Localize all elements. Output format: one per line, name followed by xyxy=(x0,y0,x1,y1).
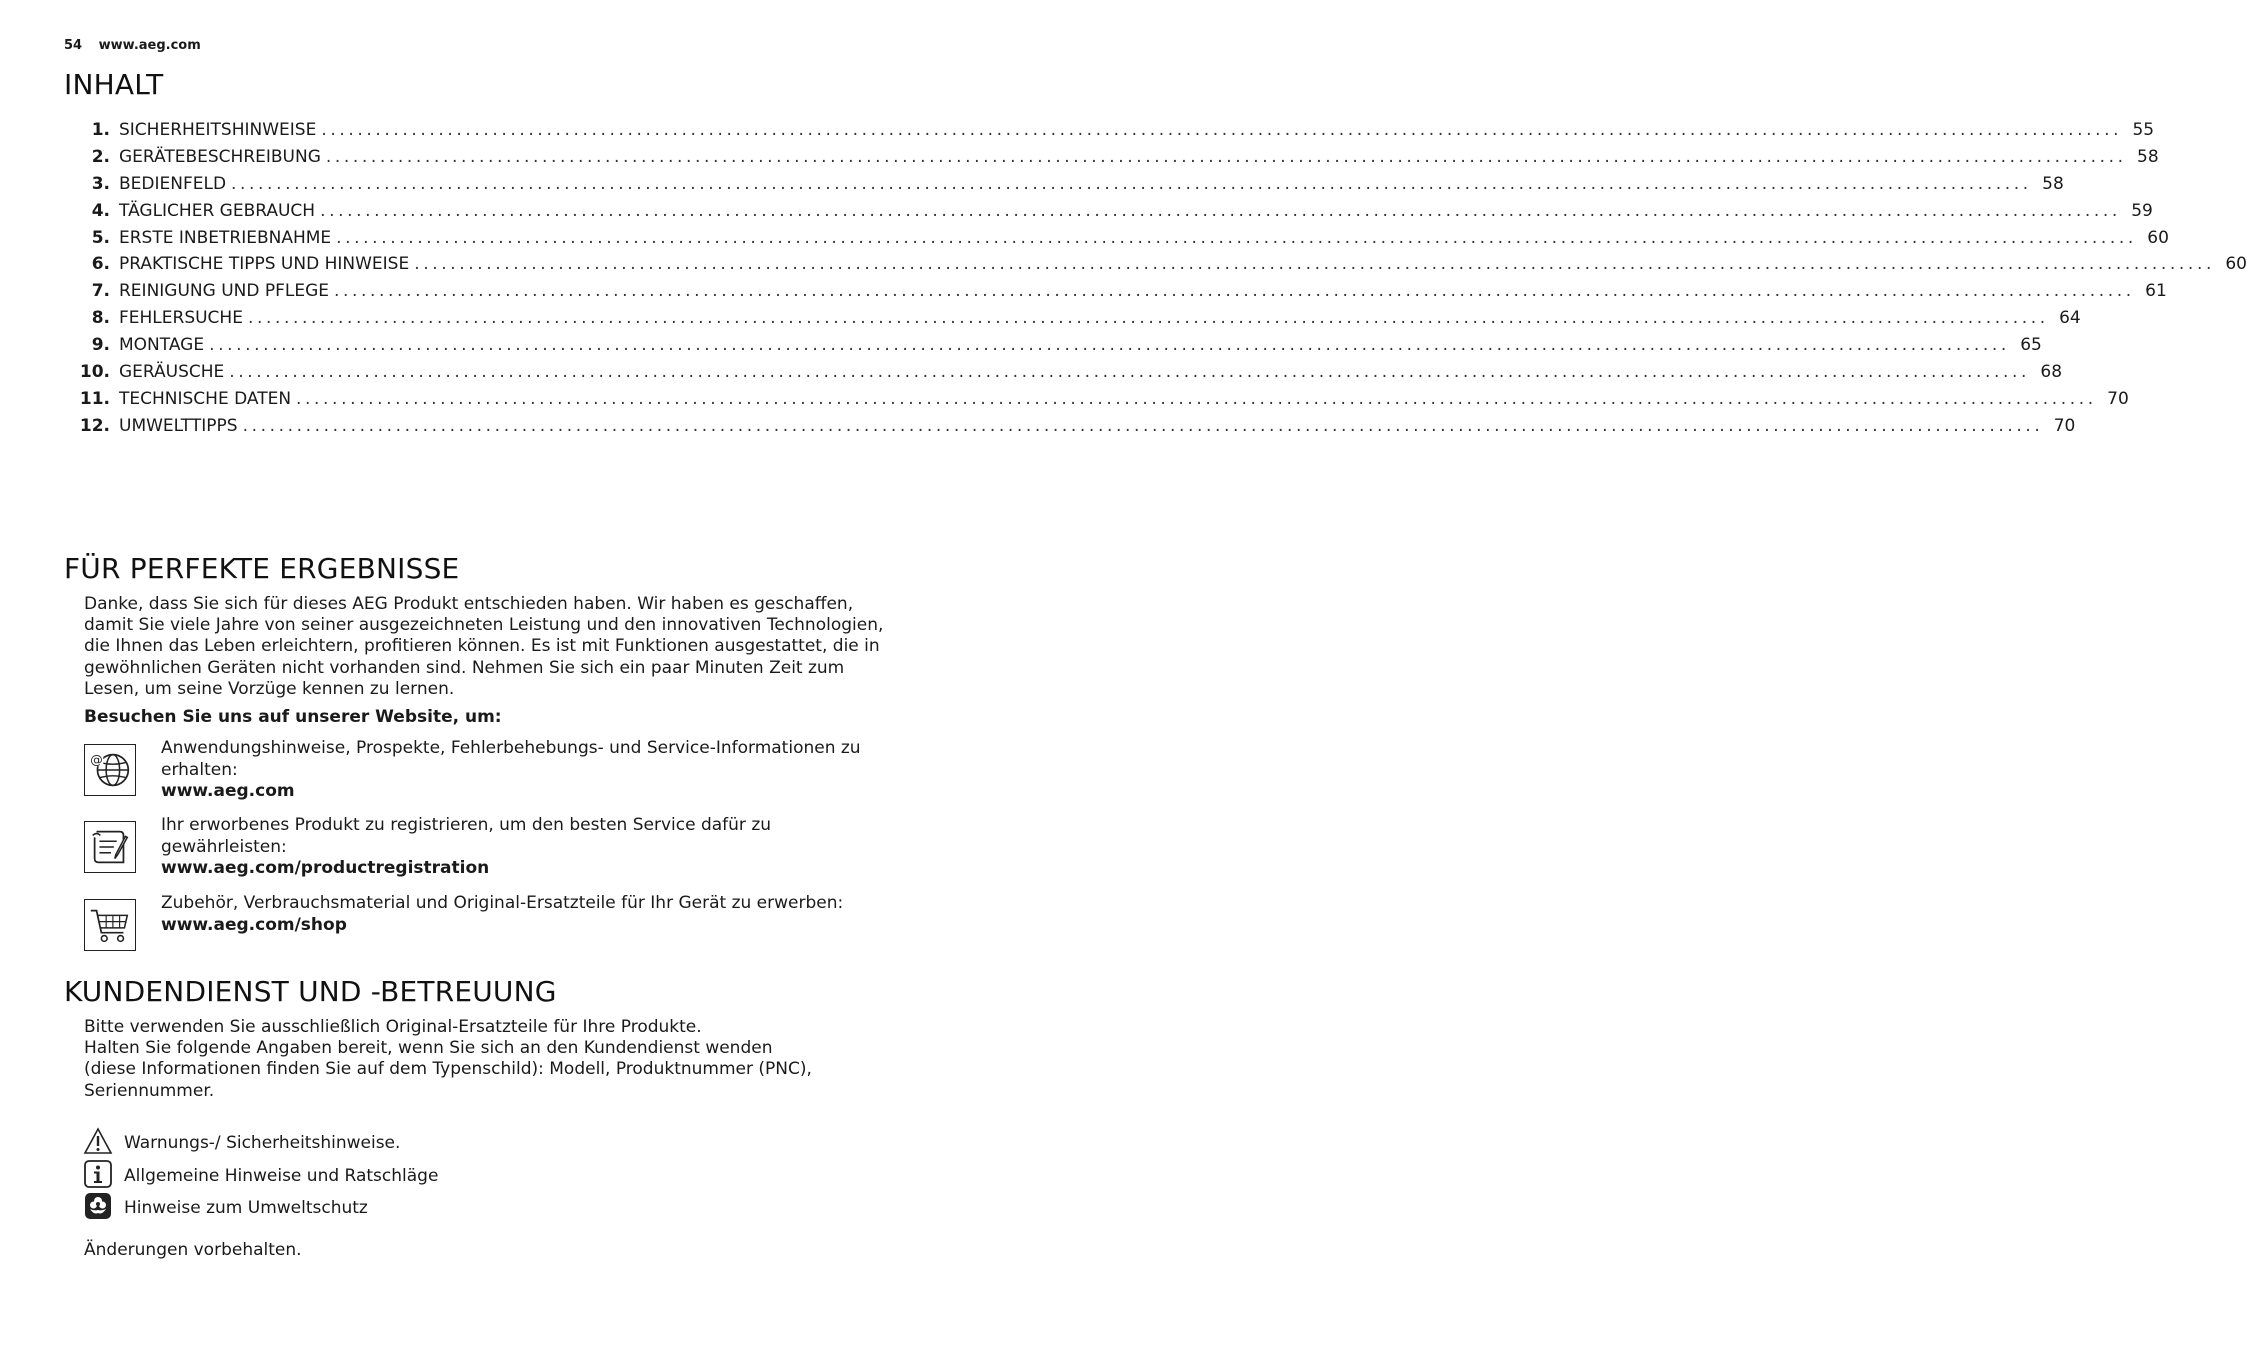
toc-title: PRAKTISCHE TIPPS UND HINWEISE xyxy=(119,254,410,275)
toc-number: 4. xyxy=(91,200,110,221)
svg-text:@: @ xyxy=(90,752,103,768)
toc-leader: ........................................................................................................................................................................................................ xyxy=(247,308,2049,329)
toc-number: 11. xyxy=(79,388,110,409)
toc-leader: ........................................................................................................................................................................................................ xyxy=(325,146,2127,167)
toc-entry-9[interactable] xyxy=(64,335,2042,362)
page-number: 54 xyxy=(64,38,83,53)
legend-text: Warnungs-/ Sicherheitshinweise. xyxy=(124,1133,401,1153)
toc-title: MONTAGE xyxy=(119,335,205,356)
toc-number: 8. xyxy=(91,308,110,329)
intro-line: die Ihnen das Leben erleichtern, profitieren können. Es ist mit Funktionen ausgestattet, die in xyxy=(84,636,880,657)
toc-entry-5[interactable] xyxy=(64,227,2169,255)
toc-page: 61 xyxy=(2145,281,2167,302)
toc-entry-7[interactable] xyxy=(64,281,2167,308)
toc-title: TECHNISCHE DATEN xyxy=(119,388,292,409)
toc-leader: ........................................................................................................................................................................................................ xyxy=(320,200,2121,221)
toc-entry-3[interactable] xyxy=(64,173,2064,201)
toc-entry-4[interactable] xyxy=(64,200,2153,228)
toc-number: 1. xyxy=(91,120,110,140)
intro-line: gewöhnlichen Geräten nicht vorhanden sind. Nehmen Sie sich ein paar Minuten Zeit zum xyxy=(84,657,845,678)
feature-text: gewährleisten: xyxy=(161,836,287,857)
shopping-cart-icon xyxy=(84,899,136,951)
feature-text: erhalten: xyxy=(161,759,238,780)
service-paragraph xyxy=(84,1017,899,1102)
footer-note: Änderungen vorbehalten. xyxy=(84,1240,302,1260)
toc-leader: ........................................................................................................................................................................................................ xyxy=(209,335,2010,356)
toc-number: 6. xyxy=(91,254,110,275)
toc-entry-2[interactable] xyxy=(64,146,2159,174)
toc-title: FEHLERSUCHE xyxy=(119,308,243,329)
intro-line: Lesen, um seine Vorzüge kennen zu lernen. xyxy=(84,678,455,699)
warning-triangle-icon xyxy=(84,1127,112,1155)
feature-text: Ihr erworbenes Produkt zu registrieren, um den besten Service dafür zu xyxy=(161,815,772,835)
feature-text: Anwendungshinweise, Prospekte, Fehlerbehebungs- und Service-Informationen zu xyxy=(161,738,861,758)
toc-page: 65 xyxy=(2020,335,2042,356)
feature-link[interactable]: www.aeg.com/shop xyxy=(161,914,347,935)
toc-number: 3. xyxy=(91,173,110,194)
globe-at-icon xyxy=(84,744,136,796)
toc-title: ERSTE INBETRIEBNAHME xyxy=(119,227,332,248)
toc-title: UMWELTTIPPS xyxy=(119,415,238,436)
environment-flower-icon xyxy=(84,1192,112,1220)
toc-page: 70 xyxy=(2107,388,2129,409)
info-icon xyxy=(84,1160,112,1188)
toc-page: 55 xyxy=(2132,120,2155,140)
intro-line: damit Sie viele Jahre von seiner ausgezeichneten Leistung und den innovativen Technologien, xyxy=(84,615,884,636)
toc-number: 10. xyxy=(79,362,110,383)
feature-link[interactable]: www.aeg.com xyxy=(161,781,295,801)
legend-text: Allgemeine Hinweise und Ratschläge xyxy=(124,1166,439,1186)
toc-number: 9. xyxy=(91,335,110,356)
results-heading: FÜR PERFEKTE ERGEBNISSE xyxy=(64,552,460,585)
toc-page: 58 xyxy=(2137,146,2159,167)
feature-link[interactable]: www.aeg.com/productregistration xyxy=(161,858,490,878)
header-website[interactable]: www.aeg.com xyxy=(98,38,201,53)
toc-page: 58 xyxy=(2042,173,2064,194)
toc-number: 7. xyxy=(91,281,110,302)
toc-page: 64 xyxy=(2059,308,2081,329)
toc-leader: ........................................................................................................................................................................................................ xyxy=(242,415,2044,436)
toc-number: 2. xyxy=(91,146,110,167)
table-of-contents xyxy=(64,120,2247,443)
toc-entry-10[interactable] xyxy=(64,362,2063,389)
service-line: (diese Informationen finden Sie auf dem Typenschild): Modell, Produktnummer (PNC), xyxy=(84,1059,812,1080)
toc-title: SICHERHEITSHINWEISE xyxy=(119,120,317,140)
toc-leader: ........................................................................................................................................................................................................ xyxy=(334,281,2135,302)
toc-page: 59 xyxy=(2131,200,2153,221)
toc-page: 70 xyxy=(2053,415,2076,436)
toc-title: GERÄUSCHE xyxy=(119,362,225,383)
toc-leader: ........................................................................................................................................................................................................ xyxy=(336,227,2137,248)
toc-entry-6[interactable] xyxy=(64,254,2247,281)
page-header xyxy=(64,38,201,53)
toc-title: TÄGLICHER GEBRAUCH xyxy=(119,200,316,221)
legend-text: Hinweise zum Umweltschutz xyxy=(124,1198,368,1218)
toc-entry-8[interactable] xyxy=(64,308,2081,335)
intro-line: Danke, dass Sie sich für dieses AEG Produkt entschieden haben. Wir haben es geschaffen, xyxy=(84,594,854,614)
toc-page: 68 xyxy=(2040,362,2063,383)
toc-entry-11[interactable] xyxy=(64,388,2129,416)
toc-title: BEDIENFELD xyxy=(119,173,227,194)
toc-page: 60 xyxy=(2225,254,2247,275)
toc-title: REINIGUNG UND PFLEGE xyxy=(119,281,330,302)
toc-title: GERÄTEBESCHREIBUNG xyxy=(119,146,321,167)
toc-leader: ........................................................................................................................................................................................................ xyxy=(414,254,2215,275)
toc-number: 12. xyxy=(79,415,110,436)
service-line: Seriennummer. xyxy=(84,1080,215,1101)
toc-leader: ........................................................................................................................................................................................................ xyxy=(229,362,2031,383)
toc-leader: ........................................................................................................................................................................................................ xyxy=(296,388,2097,409)
service-heading: KUNDENDIENST UND -BETREUUNG xyxy=(64,975,557,1008)
toc-leader: ........................................................................................................................................................................................................ xyxy=(231,173,2032,194)
feature-text: Zubehör, Verbrauchsmaterial und Original-Ersatzteile für Ihr Gerät zu erwerben: xyxy=(161,893,844,913)
service-line: Halten Sie folgende Angaben bereit, wenn Sie sich an den Kundendienst wenden xyxy=(84,1038,773,1059)
registration-form-icon xyxy=(84,821,136,873)
toc-number: 5. xyxy=(91,227,110,248)
toc-page: 60 xyxy=(2147,227,2169,248)
toc-leader: ........................................................................................................................................................................................................ xyxy=(321,120,2123,140)
toc-heading: INHALT xyxy=(64,68,164,101)
toc-entry-1[interactable] xyxy=(64,120,2155,147)
toc-entry-12[interactable] xyxy=(64,415,2076,443)
visit-label: Besuchen Sie uns auf unserer Website, um: xyxy=(84,707,502,727)
service-line: Bitte verwenden Sie ausschließlich Original-Ersatzteile für Ihre Produkte. xyxy=(84,1017,702,1037)
intro-paragraph xyxy=(84,594,899,700)
